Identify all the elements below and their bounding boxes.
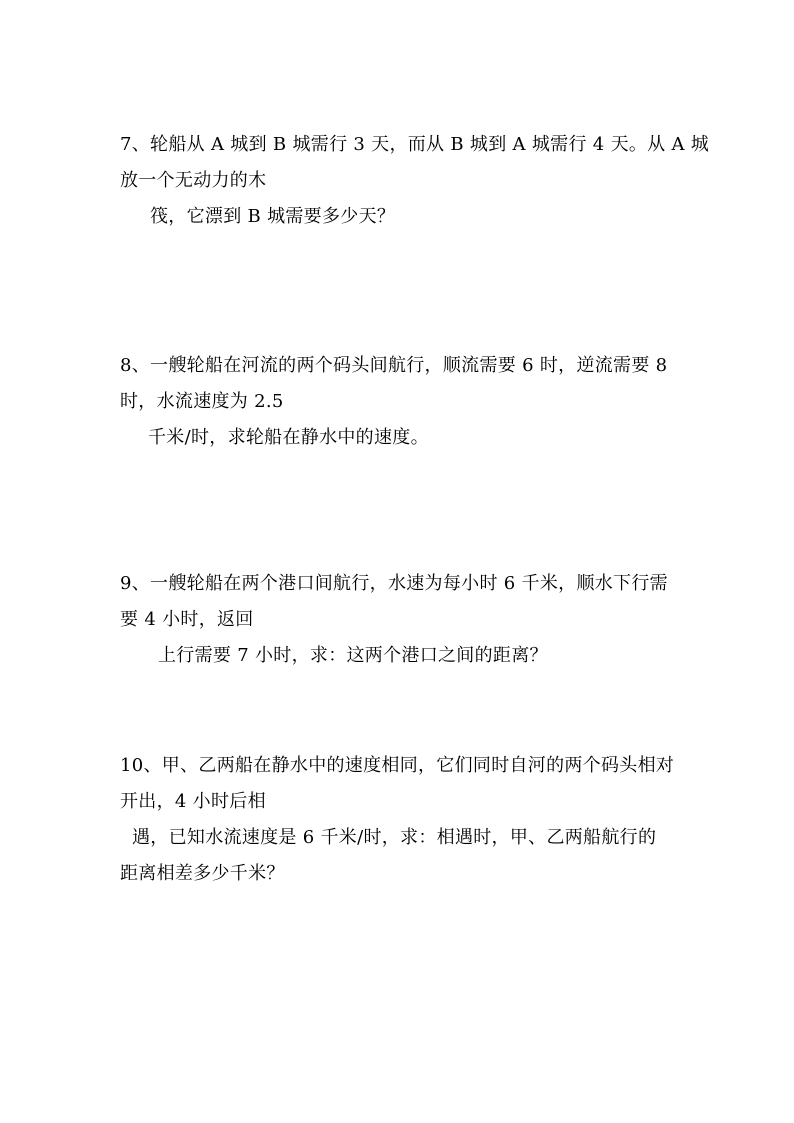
problem-8-line-1: 8、一艘轮船在河流的两个码头间航行，顺流需要 6 时，逆流需要 8 xyxy=(120,355,668,376)
problem-10-line-4: 距离相差多少千米？ xyxy=(120,863,285,884)
problem-10 xyxy=(120,748,680,892)
problem-8-line-2: 时，水流速度为 2.5 xyxy=(120,391,284,412)
problem-8 xyxy=(120,348,680,456)
problem-9-line-3: 上行需要 7 小时，求：这两个港口之间的距离？ xyxy=(158,645,548,666)
problem-10-line-1: 10、甲、乙两船在静水中的速度相同，它们同时自河的两个码头相对 xyxy=(120,755,675,776)
problem-9-line-1: 9、一艘轮船在两个港口间航行，水速为每小时 6 千米，顺水下行需 xyxy=(120,573,668,594)
problem-9 xyxy=(120,566,680,674)
problem-9-line-2: 要 4 小时，返回 xyxy=(120,609,254,630)
problem-7-line-3: 筏，它漂到 B 城需要多少天？ xyxy=(150,206,396,227)
problem-10-line-2: 开出，4 小时后相 xyxy=(120,791,266,812)
problem-7 xyxy=(120,127,710,235)
problem-10-line-3: 遇，已知水流速度是 6 千米/时，求：相遇时，甲、乙两船航行的 xyxy=(132,827,657,848)
problem-7-line-2: 放一个无动力的木 xyxy=(120,170,267,191)
problem-7-line-1: 7、轮船从 A 城到 B 城需行 3 天，而从 B 城到 A 城需行 4 天。从 A 城 xyxy=(120,134,710,155)
problem-8-line-3: 千米/时，求轮船在静水中的速度。 xyxy=(148,427,429,448)
